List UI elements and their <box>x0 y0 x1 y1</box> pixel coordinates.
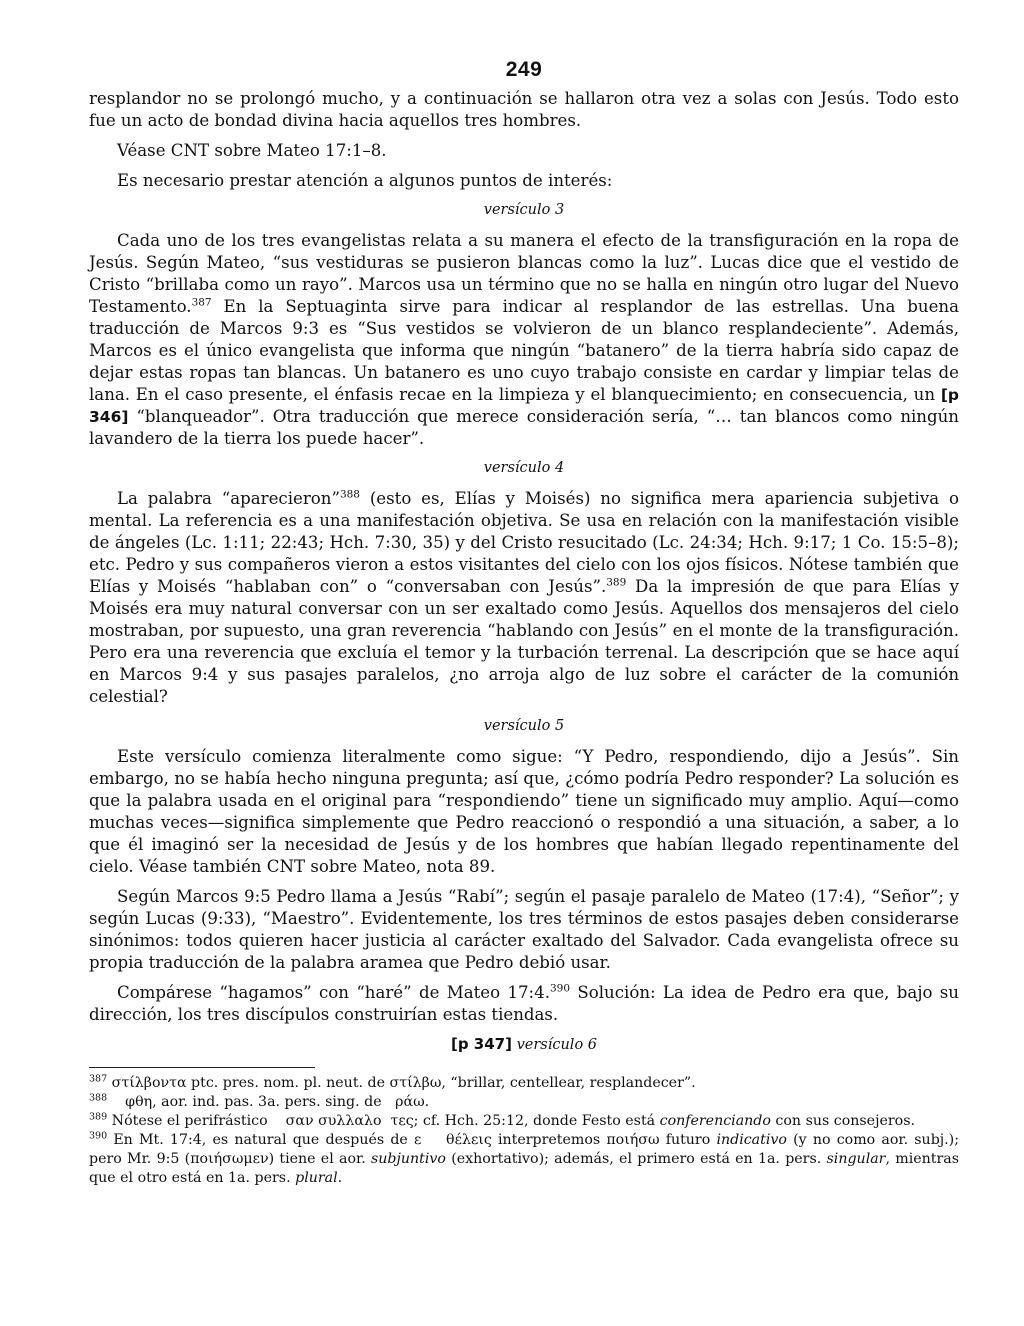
footnote-ref-389: 389 <box>606 576 627 589</box>
footnote-ref-387: 387 <box>191 296 212 309</box>
footnote-387 <box>89 1074 959 1093</box>
text-run: Solución: La idea de Pedro era que, bajo su dirección, los tres discípulos construirían estas tiendas. <box>89 983 959 1024</box>
paragraph: Según Marcos 9:5 Pedro llama a Jesús “Rabí”; según el pasaje paralelo de Mateo (17:4), “Señor”; y según Lucas (9:33), “Maestro”. Evidentemente, los tres términos de estos pasajes deben considerarse sinónimos: todos quieren hacer justicia al carácter exaltado del Salvador. Cada evangelista ofrece su propia traducción de la palabra aramea que Pedro debió usar. <box>89 887 959 972</box>
footnote-text: En Mt. 17:4, es natural que después de ε θέλεις interpretemos ποιήσω futuro <box>113 1132 717 1148</box>
page-marker: [p 347] <box>450 1035 512 1053</box>
paragraph: Este versículo comienza literalmente como sigue: “Y Pedro, respondiendo, dijo a Jesús”. Sin embargo, no se había hecho ninguna pregunta; así que, ¿cómo podría Pedro responder? La solución es que la palabra usada en el original para “respondiendo” tiene un significado muy amplio. Aquí—como muchas veces—significa simplemente que Pedro reaccionó o respondió a una situación, a saber, a lo que él imaginó ser la necesidad de Jesús y de los hombres que habían llegado repentinamente del cielo. Véase también CNT sobre Mateo, nota 89. <box>89 747 959 876</box>
paragraph: resplandor no se prolongó mucho, y a continuación se hallaron otra vez a solas con Jesús. Todo esto fue un acto de bondad divina hacia aquellos tres hombres. <box>89 89 959 130</box>
footnote-text: , mientras que el otro está en 1a. pers. <box>89 1151 959 1186</box>
footnote-389 <box>89 1112 959 1131</box>
body-text <box>89 88 959 1055</box>
text-run: (esto es, Elías y Moisés) no significa mera apariencia subjetiva o mental. La referencia es a una manifestación objetiva. Se usa en relación con la manifestación visible de ángeles (Lc. 1:11; 22:43; Hch. 7:30, 35) y del Cristo resucitado (Lc. 24:34; Hch. 9:17; 1 Co. 15:5–8); etc. Pedro y sus compañeros vieron a estos visitantes del cielo con los ojos físicos. Nótese también que Elías y Moisés “hablaban con” o “conversaban con Jesús”. <box>89 489 959 596</box>
footnote-number: 389 <box>89 1111 108 1123</box>
footnote-text: φθη, aor. ind. pas. 3a. pers. sing. de ράω. <box>111 1094 430 1110</box>
section-heading-v4: versículo 4 <box>483 460 565 476</box>
footnote-text: . <box>337 1170 343 1186</box>
page-number: 249 <box>505 58 543 81</box>
footnote-number: 387 <box>89 1073 108 1085</box>
footnote-388 <box>89 1093 959 1112</box>
footnote-emphasis: subjuntivo <box>370 1151 446 1167</box>
footnote-text: con sus consejeros. <box>770 1113 915 1129</box>
text-run: “blanqueador”. Otra traducción que merece consideración sería, “… tan blancos como ningún lavandero de la tierra los puede hacer”. <box>89 407 959 448</box>
text-run: La palabra “aparecieron” <box>117 489 340 508</box>
footnote-390 <box>89 1131 959 1188</box>
paragraph <box>89 982 959 1026</box>
section-heading-label: versículo 6 <box>516 1037 598 1053</box>
paragraph: Véase CNT sobre Mateo 17:1–8. <box>117 141 387 160</box>
footnote-text: Nótese el perifrástico σαν συλλαλο τες; cf. Hch. 25:12, donde Festo está <box>111 1113 660 1129</box>
footnote-emphasis: singular <box>826 1151 886 1167</box>
section-heading-v6 <box>89 1034 959 1055</box>
footnote-ref-390: 390 <box>549 982 571 995</box>
footnote-text: (exhortativo); además, el primero está en 1a. pers. <box>445 1151 827 1167</box>
footnote-emphasis: indicativo <box>716 1132 787 1148</box>
paragraph: Es necesario prestar atención a algunos puntos de interés: <box>117 171 613 190</box>
paragraph <box>89 488 959 708</box>
text-run: Da la impresión de que para Elías y Moisés era muy natural conversar con un ser exaltado como Jesús. Aquellos dos mensajeros del cielo mostraban, por supuesto, una gran reverencia “hablando con Jesús” en el monte de la transfiguración. Pero era una reverencia que excluía el temor y la turbación terrenal. La descripción que se hace aquí en Marcos 9:4 y sus pasajes paralelos, ¿no arroja algo de luz sobre el carácter de la comunión celestial? <box>89 577 959 706</box>
footnote-number: 390 <box>89 1130 108 1142</box>
section-heading-v5: versículo 5 <box>483 718 565 734</box>
footnote-text: (y no como aor. subj.); pero Mr. 9:5 (ποιήσωμεν) tiene el aor. <box>89 1132 959 1167</box>
page-marker: [p 346] <box>89 386 959 426</box>
text-run: Cada uno de los tres evangelistas relata a su manera el efecto de la transfiguración en la ropa de Jesús. Según Mateo, “sus vestiduras se pusieron blancas como la luz”. Lucas dice que el vestido de Cristo “brillaba como un rayo”. Marcos usa un término que no se halla en ningún otro lugar del Nuevo Testamento. <box>89 231 959 316</box>
section-heading-v3: versículo 3 <box>483 202 565 218</box>
footnote-emphasis: conferenciando <box>659 1113 771 1129</box>
footnote-text: στίλβοντα ptc. pres. nom. pl. neut. de στίλβω, “brillar, centellear, resplandecer”. <box>111 1075 696 1091</box>
footnote-emphasis: plural <box>295 1170 338 1186</box>
paragraph <box>89 230 959 450</box>
footnote-ref-388: 388 <box>339 488 360 501</box>
text-run: En la Septuaginta sirve para indicar al resplandor de las estrellas. Una buena traducción de Marcos 9:3 es “Sus vestidos se volvieron de un blanco resplandeciente”. Además, Marcos es el único evangelista que informa que ningún “batanero” de la tierra habría sido capaz de dejar estas ropas tan blancas. Un batanero es uno cuyo trabajo consiste en cardar y limpiar telas de lana. En el caso presente, el énfasis recae en la limpieza y el blanquecimiento; en consecuencia, un <box>89 297 959 404</box>
footnote-divider <box>89 1067 315 1068</box>
text-run: Compárese “hagamos” con “haré” de Mateo 17:4. <box>117 983 550 1002</box>
footnote-number: 388 <box>89 1092 108 1104</box>
document-page <box>89 58 959 1188</box>
footnotes <box>89 1074 959 1188</box>
